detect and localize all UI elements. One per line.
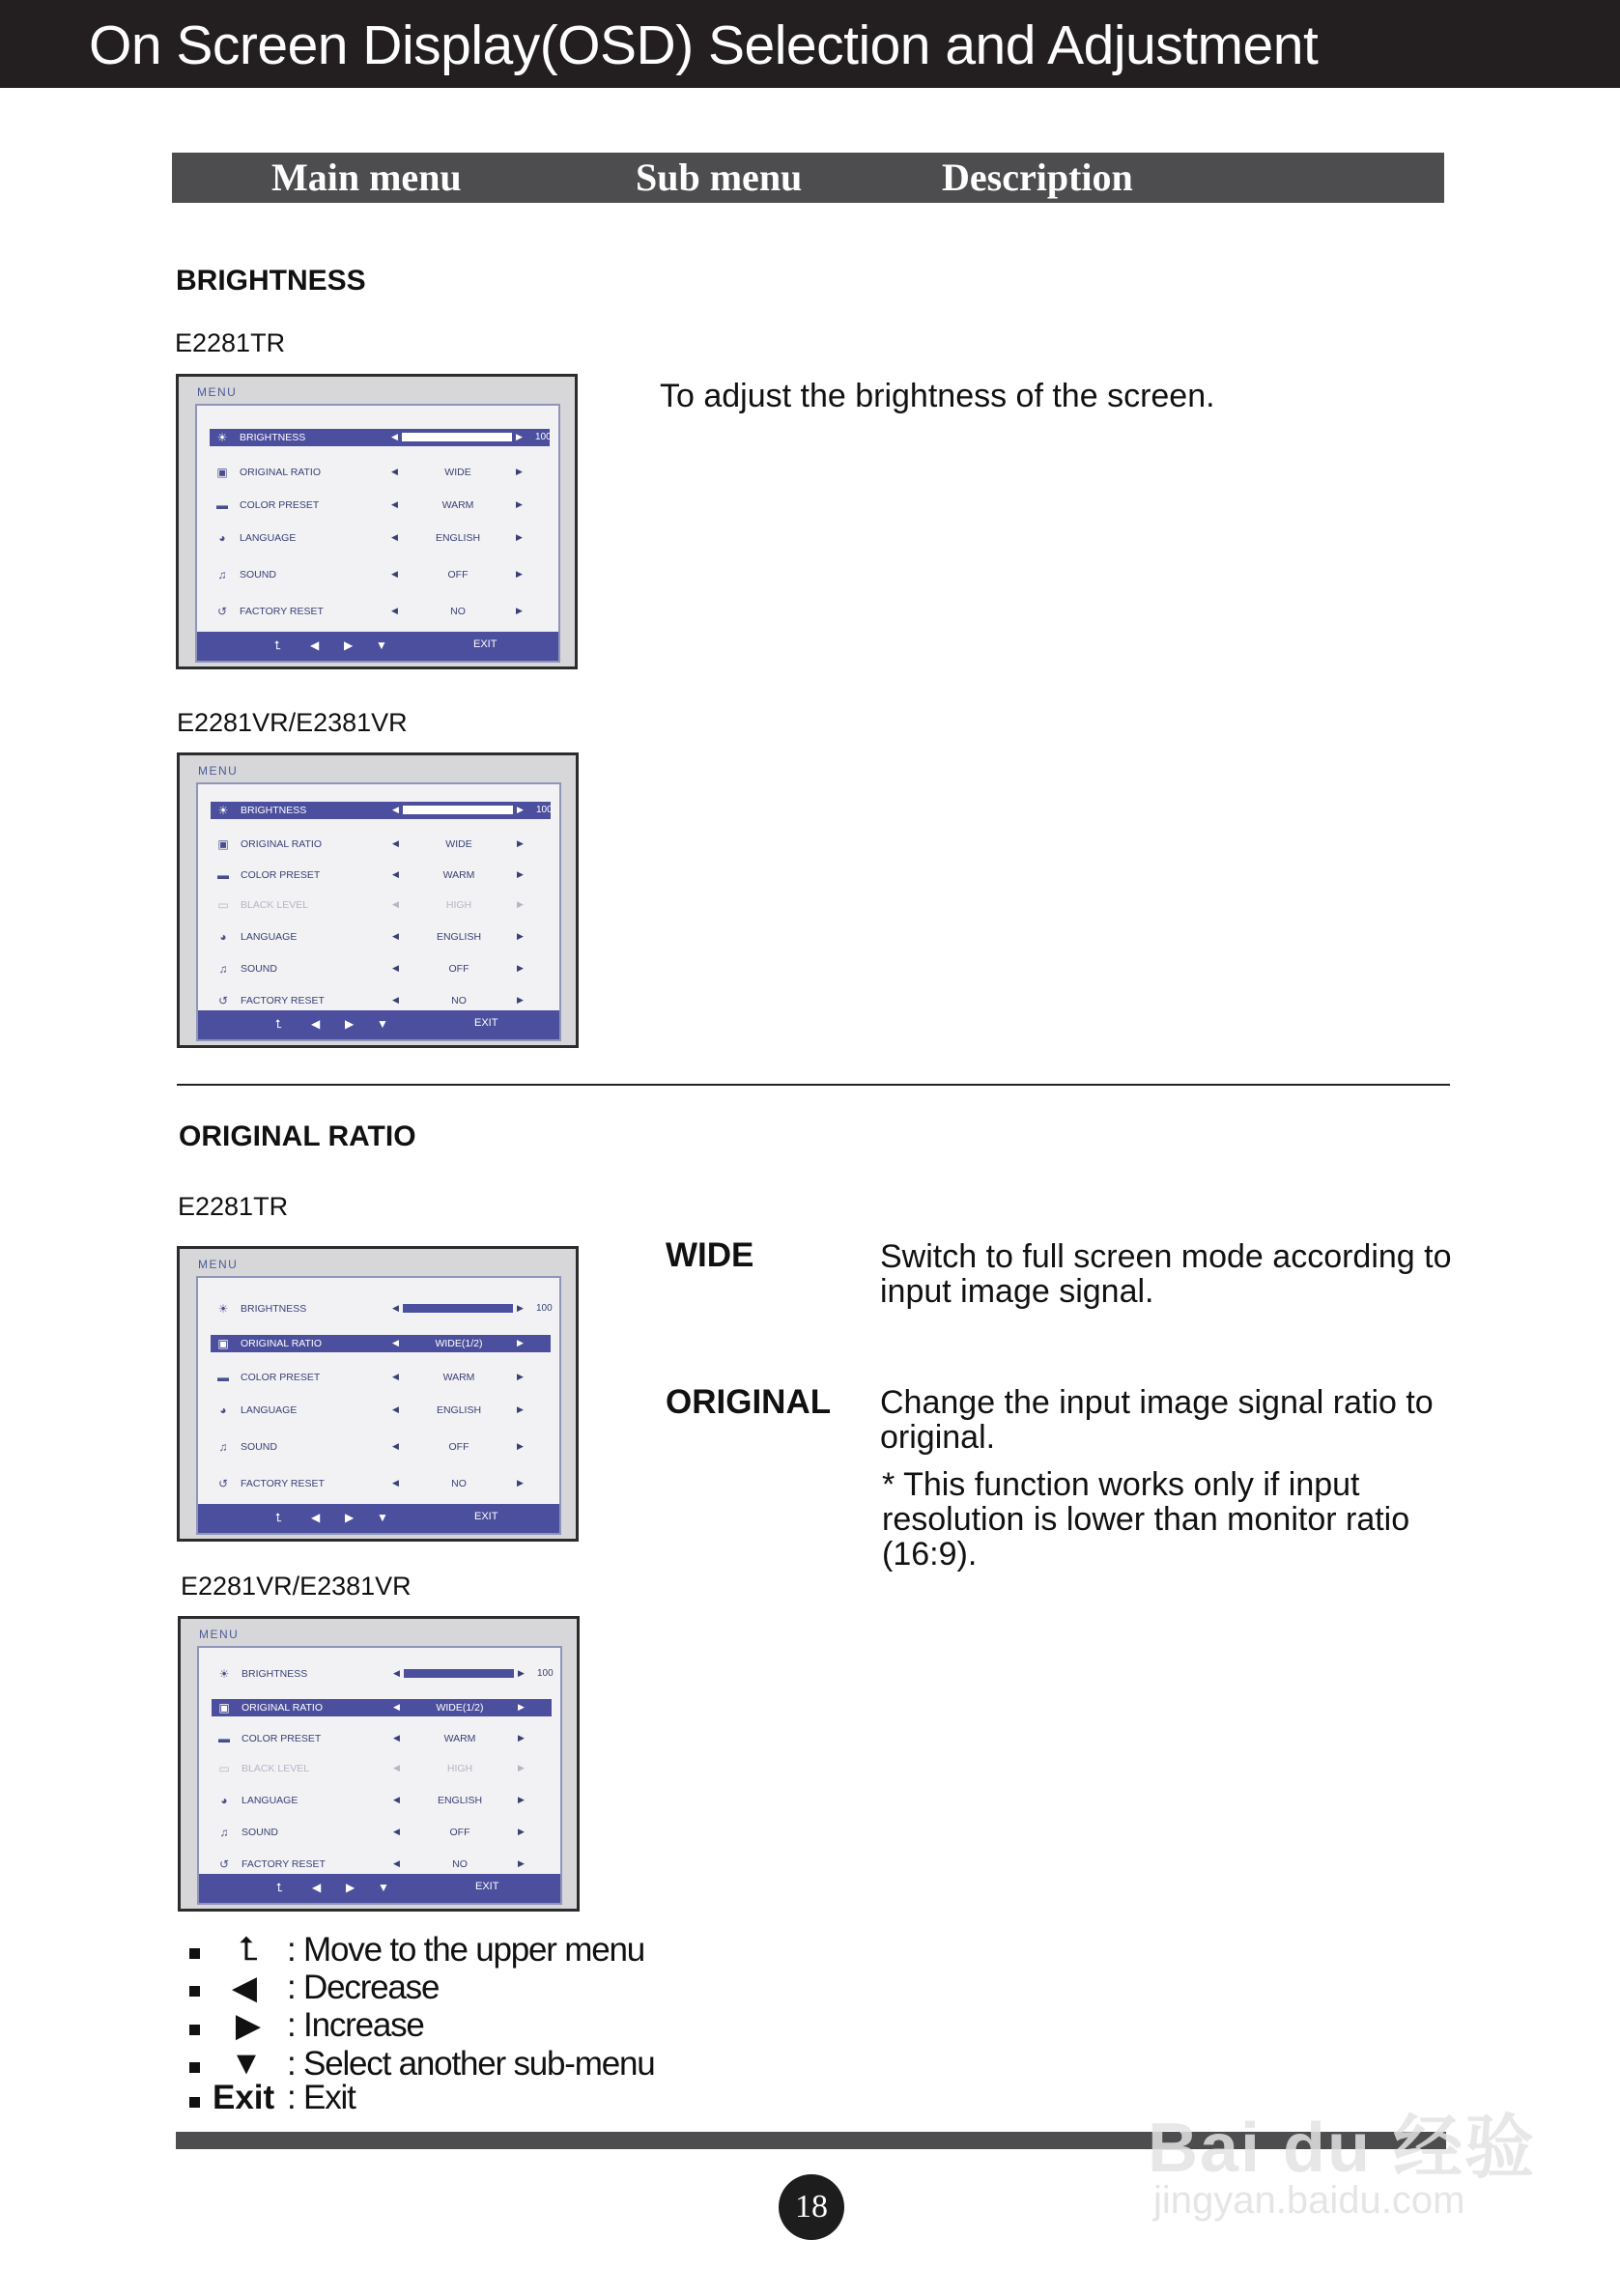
osd-label: COLOR PRESET — [242, 1733, 322, 1744]
left-arrow-icon: ◀ — [391, 569, 398, 579]
osd-menu-label: MENU — [199, 1628, 240, 1641]
osd-exit-label: EXIT — [475, 1881, 499, 1892]
right-arrow-icon: ▶ — [516, 569, 523, 579]
osd-exit-label: EXIT — [474, 1511, 498, 1522]
right-triangle-icon: ▶ — [344, 638, 354, 652]
osd-value: ENGLISH — [435, 532, 481, 544]
reset-icon: ↺ — [216, 605, 228, 618]
osd-label: LANGUAGE — [241, 931, 298, 943]
osd-row-original-ratio — [210, 464, 550, 481]
right-arrow-icon: ▶ — [516, 467, 523, 476]
left-arrow-icon: ◀ — [392, 1372, 399, 1381]
osd-label: SOUND — [240, 569, 276, 581]
watermark-logo: Bai du 经验 — [1148, 2110, 1537, 2187]
color-preset-icon: ▬ — [217, 868, 229, 882]
bullet — [189, 2097, 200, 2108]
osd-value: NO — [451, 995, 467, 1006]
osd-row-language — [210, 529, 550, 547]
osd-value: WARM — [442, 1372, 475, 1383]
right-arrow-icon: ▶ — [518, 1733, 525, 1743]
watermark-url: jingyan.baidu.com — [1153, 2179, 1465, 2222]
reset-icon: ↺ — [218, 1857, 230, 1871]
left-arrow-icon: ◀ — [392, 1441, 399, 1451]
reset-icon: ↺ — [217, 1477, 229, 1490]
osd-value: WIDE(1/2) — [436, 1702, 484, 1714]
osd-label: LANGUAGE — [240, 532, 297, 544]
ratio-icon: ▣ — [217, 1337, 229, 1350]
osd-label: COLOR PRESET — [241, 1372, 321, 1383]
music-note-icon: ♫ — [218, 962, 228, 976]
brightness-model-a: E2281TR — [175, 328, 286, 357]
right-arrow-icon: ▶ — [518, 1668, 525, 1678]
right-arrow-icon: ▶ — [517, 1303, 524, 1313]
bullet — [189, 2062, 200, 2073]
down-triangle-icon: ▼ — [377, 1511, 388, 1524]
brightness-section-title: BRIGHTNESS — [176, 265, 366, 297]
osd-value: ENGLISH — [436, 1404, 482, 1416]
osd-value: OFF — [449, 1827, 470, 1838]
osd-row-color-preset — [211, 866, 551, 884]
left-triangle-icon: ◀ — [231, 1970, 258, 2006]
osd-row-sound — [211, 960, 551, 978]
osd-row-original-ratio — [211, 836, 551, 853]
brightness-level-bar — [404, 1669, 514, 1678]
color-preset-icon: ▬ — [216, 498, 228, 512]
osd-screen-brightness-e2381vr — [177, 752, 579, 1048]
osd-value: HIGH — [446, 1763, 473, 1774]
sun-icon: ☀ — [217, 1302, 229, 1316]
down-triangle-icon: ▼ — [230, 2045, 263, 2082]
right-arrow-icon: ▶ — [518, 1827, 525, 1836]
bullet — [189, 2025, 200, 2035]
option-wide-description: Switch to full screen mode according to input image signal. — [880, 1238, 1452, 1310]
osd-row-factory-reset — [212, 1856, 552, 1873]
osd-label: BLACK LEVEL — [242, 1763, 310, 1774]
legend-upper-menu: : Move to the upper menu — [287, 1931, 645, 1969]
osd-label: LANGUAGE — [242, 1795, 298, 1806]
right-triangle-icon: ▶ — [345, 1017, 355, 1031]
left-triangle-icon: ◀ — [310, 638, 320, 652]
left-arrow-icon: ◀ — [393, 1858, 400, 1868]
osd-value: OFF — [448, 1441, 469, 1453]
osd-value: ENGLISH — [436, 931, 482, 943]
black-level-icon: ▭ — [217, 898, 229, 912]
osd-row-black-level — [212, 1760, 552, 1777]
original-ratio-model-b: E2281VR/E2381VR — [181, 1572, 412, 1601]
osd-row-original-ratio — [211, 1335, 551, 1352]
osd-value: WIDE — [444, 467, 471, 478]
left-arrow-icon: ◀ — [392, 995, 399, 1005]
down-triangle-icon: ▼ — [377, 1017, 388, 1031]
right-arrow-icon: ▶ — [517, 995, 524, 1005]
left-arrow-icon: ◀ — [392, 1303, 399, 1313]
osd-panel — [195, 404, 560, 663]
osd-label: SOUND — [242, 1827, 278, 1838]
osd-panel — [196, 782, 561, 1041]
osd-menu-label: MENU — [198, 764, 239, 778]
left-arrow-icon: ◀ — [391, 499, 398, 509]
osd-label: ORIGINAL RATIO — [242, 1702, 324, 1714]
osd-row-color-preset — [211, 1369, 551, 1386]
column-header — [172, 153, 1444, 203]
right-arrow-icon: ▶ — [516, 532, 523, 542]
legend-exit: : Exit — [287, 2079, 355, 2116]
osd-row-color-preset — [212, 1730, 552, 1747]
right-arrow-icon: ▶ — [517, 869, 524, 879]
left-arrow-icon: ◀ — [391, 467, 398, 476]
ratio-icon: ▣ — [216, 466, 228, 479]
left-arrow-icon: ◀ — [393, 1702, 400, 1712]
osd-row-sound — [210, 566, 550, 583]
osd-panel — [196, 1276, 561, 1535]
osd-label: ORIGINAL RATIO — [241, 838, 323, 850]
section-divider — [177, 1084, 1450, 1086]
osd-value: OFF — [447, 569, 469, 581]
color-preset-icon: ▬ — [218, 1732, 230, 1745]
legend-decrease: : Decrease — [287, 1969, 440, 2006]
osd-menu-label: MENU — [197, 385, 238, 399]
osd-row-sound — [212, 1824, 552, 1841]
right-arrow-icon: ▶ — [518, 1795, 525, 1804]
right-arrow-icon: ▶ — [517, 1338, 524, 1347]
osd-row-brightness — [212, 1665, 552, 1683]
up-arrow-icon: ⮤ — [275, 1511, 283, 1524]
osd-value: WIDE — [445, 838, 472, 850]
osd-menu-label: MENU — [198, 1258, 239, 1271]
left-arrow-icon: ◀ — [391, 432, 398, 441]
color-preset-icon: ▬ — [217, 1371, 229, 1384]
column-description: Description — [942, 156, 1133, 199]
osd-label: COLOR PRESET — [241, 869, 321, 881]
osd-row-brightness — [211, 802, 551, 819]
brightness-model-b: E2281VR/E2381VR — [177, 708, 408, 737]
legend-select-sub-menu: : Select another sub-menu — [287, 2045, 655, 2083]
sun-icon: ☀ — [216, 431, 228, 444]
osd-row-language — [211, 928, 551, 946]
osd-value: 100 — [535, 432, 552, 442]
right-arrow-icon: ▶ — [517, 931, 524, 941]
left-arrow-icon: ◀ — [393, 1733, 400, 1743]
osd-value: WARM — [443, 1733, 476, 1744]
osd-row-language — [211, 1402, 551, 1419]
brightness-description: To adjust the brightness of the screen. — [660, 378, 1215, 414]
brightness-level-bar — [402, 433, 512, 441]
right-arrow-icon: ▶ — [516, 499, 523, 509]
up-arrow-icon: ⮤ — [276, 1881, 284, 1894]
osd-label: LANGUAGE — [241, 1404, 298, 1416]
osd-value: 100 — [536, 805, 553, 815]
left-arrow-icon: ◀ — [391, 606, 398, 615]
up-arrow-icon: ⮤ — [274, 638, 282, 652]
up-arrow-icon: ⮤ — [238, 1931, 259, 1968]
music-note-icon: ♫ — [218, 1440, 228, 1454]
osd-footer — [197, 632, 558, 661]
osd-footer — [198, 1010, 559, 1039]
right-triangle-icon: ▶ — [235, 2007, 262, 2044]
up-arrow-icon: ⮤ — [275, 1017, 283, 1031]
osd-label: ORIGINAL RATIO — [240, 467, 322, 478]
right-arrow-icon: ▶ — [518, 1702, 525, 1712]
left-arrow-icon: ◀ — [392, 1478, 399, 1488]
osd-label: BRIGHTNESS — [241, 1303, 307, 1315]
osd-label: BLACK LEVEL — [241, 899, 309, 911]
globe-icon: ◕ — [219, 1403, 227, 1417]
sun-icon: ☀ — [217, 804, 229, 817]
right-arrow-icon: ▶ — [516, 606, 523, 615]
osd-label: FACTORY RESET — [241, 995, 325, 1006]
osd-row-factory-reset — [211, 1475, 551, 1492]
black-level-icon: ▭ — [218, 1762, 230, 1775]
osd-value: 100 — [537, 1668, 554, 1679]
left-arrow-icon: ◀ — [392, 1338, 399, 1347]
left-arrow-icon: ◀ — [393, 1763, 400, 1772]
osd-exit-label: EXIT — [474, 1017, 498, 1029]
brightness-level-bar — [403, 1304, 513, 1313]
osd-value: NO — [452, 1858, 468, 1870]
down-triangle-icon: ▼ — [376, 638, 387, 652]
left-arrow-icon: ◀ — [392, 899, 399, 909]
right-arrow-icon: ▶ — [517, 838, 524, 848]
osd-label: FACTORY RESET — [240, 606, 324, 617]
page-title: On Screen Display(OSD) Selection and Adjustment — [89, 14, 1319, 76]
globe-icon: ◕ — [220, 1794, 228, 1807]
legend-exit-key: Exit — [213, 2079, 275, 2116]
osd-label: ORIGINAL RATIO — [241, 1338, 323, 1349]
right-arrow-icon: ▶ — [517, 899, 524, 909]
osd-row-factory-reset — [210, 603, 550, 620]
osd-panel — [197, 1646, 562, 1905]
left-arrow-icon: ◀ — [391, 532, 398, 542]
right-arrow-icon: ▶ — [517, 1441, 524, 1451]
reset-icon: ↺ — [217, 994, 229, 1007]
left-arrow-icon: ◀ — [392, 963, 399, 973]
osd-value: ENGLISH — [437, 1795, 483, 1806]
osd-value: NO — [451, 1478, 467, 1489]
left-arrow-icon: ◀ — [393, 1827, 400, 1836]
right-triangle-icon: ▶ — [346, 1881, 355, 1894]
left-arrow-icon: ◀ — [393, 1795, 400, 1804]
osd-label: FACTORY RESET — [242, 1858, 326, 1870]
left-arrow-icon: ◀ — [392, 869, 399, 879]
osd-screen-brightness-e2281tr — [176, 374, 578, 669]
original-ratio-model-a: E2281TR — [178, 1192, 289, 1221]
osd-label: SOUND — [241, 1441, 277, 1453]
ratio-icon: ▣ — [217, 837, 229, 851]
left-arrow-icon: ◀ — [392, 1404, 399, 1414]
right-arrow-icon: ▶ — [517, 1372, 524, 1381]
legend-increase: : Increase — [287, 2006, 424, 2044]
globe-icon: ◕ — [218, 531, 226, 545]
option-original-note: * This function works only if input resolution is lower than monitor ratio (16:9). — [882, 1466, 1410, 1573]
left-arrow-icon: ◀ — [392, 838, 399, 848]
osd-value: WARM — [442, 869, 475, 881]
osd-value: WARM — [441, 499, 474, 511]
option-original-description: Change the input image signal ratio to original. — [880, 1384, 1434, 1456]
left-arrow-icon: ◀ — [392, 805, 399, 814]
osd-value: 100 — [536, 1303, 553, 1314]
option-wide-name: WIDE — [666, 1236, 754, 1274]
osd-footer — [199, 1874, 560, 1903]
right-arrow-icon: ▶ — [517, 963, 524, 973]
left-triangle-icon: ◀ — [311, 1511, 321, 1524]
osd-screen-ratio-e2281tr — [177, 1246, 579, 1542]
original-ratio-section-title: ORIGINAL RATIO — [179, 1120, 416, 1152]
right-triangle-icon: ▶ — [345, 1511, 355, 1524]
osd-row-brightness — [211, 1300, 551, 1318]
osd-label: BRIGHTNESS — [242, 1668, 308, 1680]
osd-value: OFF — [448, 963, 469, 975]
osd-value: WIDE(1/2) — [435, 1338, 483, 1349]
osd-row-brightness — [210, 429, 550, 446]
osd-value: NO — [450, 606, 466, 617]
osd-row-factory-reset — [211, 992, 551, 1009]
music-note-icon: ♫ — [217, 568, 227, 581]
bullet — [189, 1986, 200, 1997]
globe-icon: ◕ — [219, 930, 227, 944]
right-arrow-icon: ▶ — [517, 805, 524, 814]
osd-label: COLOR PRESET — [240, 499, 320, 511]
osd-label: BRIGHTNESS — [240, 432, 306, 443]
down-triangle-icon: ▼ — [378, 1881, 389, 1894]
music-note-icon: ♫ — [219, 1826, 229, 1839]
osd-exit-label: EXIT — [473, 638, 497, 650]
right-arrow-icon: ▶ — [517, 1404, 524, 1414]
left-arrow-icon: ◀ — [393, 1668, 400, 1678]
osd-row-black-level — [211, 896, 551, 914]
ratio-icon: ▣ — [218, 1701, 230, 1715]
left-triangle-icon: ◀ — [311, 1017, 321, 1031]
osd-label: SOUND — [241, 963, 277, 975]
page-number: 18 — [779, 2174, 844, 2240]
bullet — [189, 1948, 200, 1959]
sun-icon: ☀ — [218, 1667, 230, 1681]
left-arrow-icon: ◀ — [392, 931, 399, 941]
brightness-level-bar — [403, 806, 513, 814]
osd-label: BRIGHTNESS — [241, 805, 307, 816]
osd-screen-ratio-e2381vr — [178, 1616, 580, 1912]
right-arrow-icon: ▶ — [516, 432, 523, 441]
left-triangle-icon: ◀ — [312, 1881, 322, 1894]
option-original-name: ORIGINAL — [666, 1383, 832, 1421]
osd-value: HIGH — [445, 899, 472, 911]
osd-row-sound — [211, 1438, 551, 1456]
column-main-menu: Main menu — [271, 156, 462, 199]
column-sub-menu: Sub menu — [636, 156, 803, 199]
osd-row-original-ratio — [212, 1699, 552, 1716]
right-arrow-icon: ▶ — [518, 1858, 525, 1868]
right-arrow-icon: ▶ — [517, 1478, 524, 1488]
osd-row-color-preset — [210, 496, 550, 514]
osd-footer — [198, 1504, 559, 1533]
right-arrow-icon: ▶ — [518, 1763, 525, 1772]
osd-label: FACTORY RESET — [241, 1478, 325, 1489]
osd-row-language — [212, 1792, 552, 1809]
